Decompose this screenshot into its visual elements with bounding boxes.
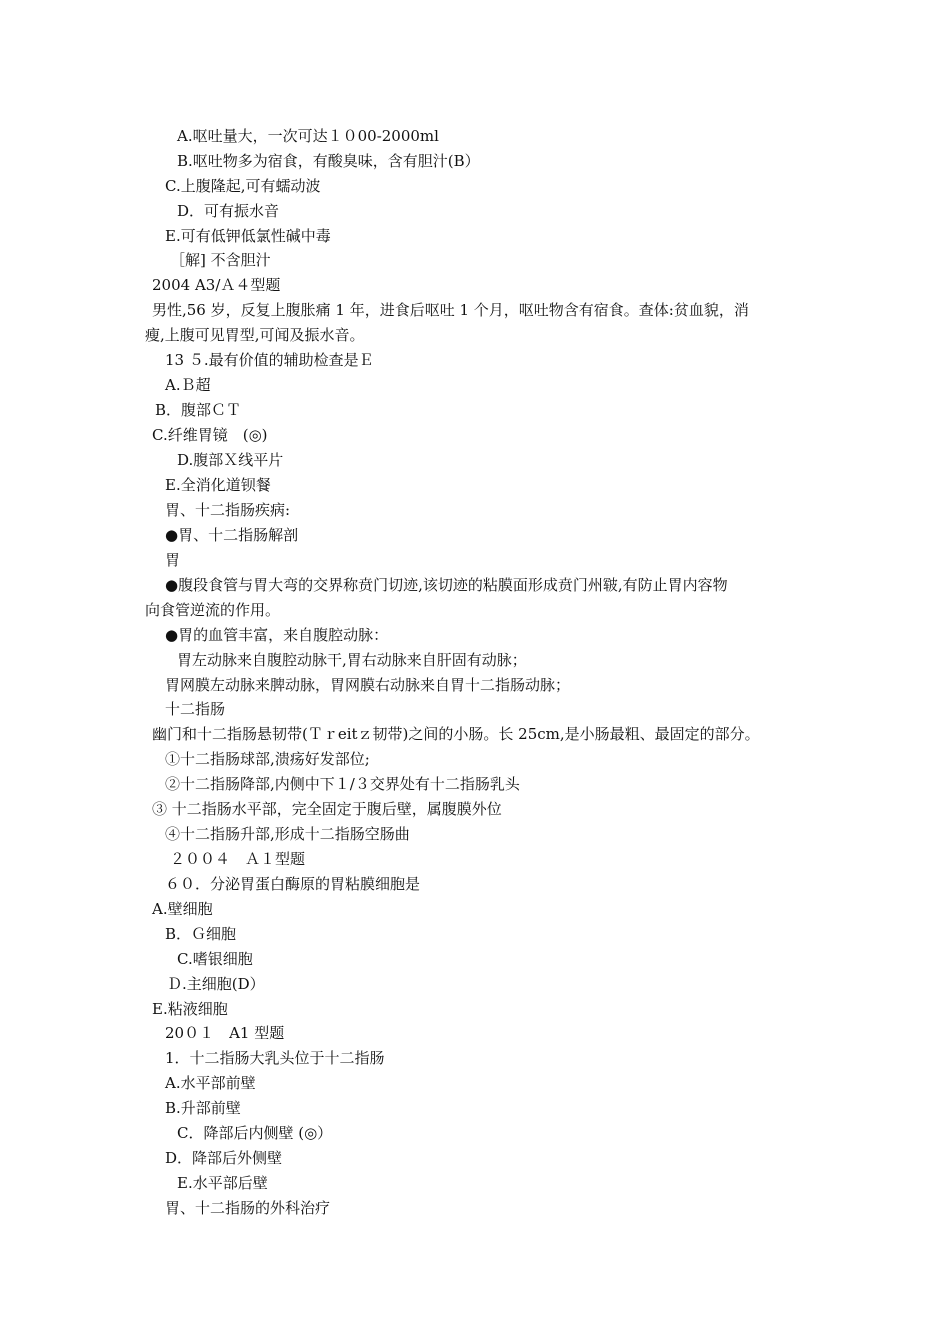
option-c-argentaffin-cell: C.嗜银细胞 (177, 950, 253, 968)
option-c-gastroscope: C.纤维胃镜 (◎) (152, 426, 268, 444)
case-paragraph-line-2: 瘦,上腹可见胃型,可闻及振水音。 (145, 326, 365, 344)
option-b-ascending-anterior: B.升部前壁 (165, 1099, 241, 1117)
question-60: ６０．分泌胃蛋白酶原的胃粘膜细胞是 (165, 875, 421, 893)
option-d-descending-posterolateral: D．降部后外侧壁 (165, 1149, 283, 1167)
duodenum-part-1: ①十二指肠球部,溃疡好发部位; (165, 750, 370, 768)
option-a-parietal-cell: A.壁细胞 (152, 900, 213, 918)
bullet-blood-supply: ●胃的血管丰富，来自腹腔动脉： (165, 626, 389, 644)
option-e-horizontal-posterior: E.水平部后壁 (177, 1174, 268, 1192)
option-b-vomit-content: B.呕吐物多为宿食，有酸臭味，含有胆汁(B） (177, 152, 480, 170)
subheading-stomach: 胃 (165, 551, 181, 569)
bullet-cardiac-notch-line-2: 向食管逆流的作用。 (145, 601, 281, 619)
option-a-ultrasound: A.Ｂ超 (165, 376, 211, 394)
option-b-g-cell: B．Ｇ细胞 (165, 925, 237, 943)
option-e-alkalosis: E.可有低钾低氯性碱中毒 (165, 227, 331, 245)
option-b-ct: B．腹部ＣＴ (155, 401, 242, 419)
gastric-arteries: 胃左动脉来自腹腔动脉干,胃右动脉来自肝固有动脉； (177, 651, 527, 669)
bullet-anatomy: ●胃、十二指肠解剖 (165, 526, 299, 544)
option-d-xray: D.腹部Ｘ线平片 (177, 451, 284, 469)
duodenum-part-4: ④十二指肠升部,形成十二指肠空肠曲 (165, 825, 410, 843)
option-d-splash-sound: D．可有振水音 (177, 202, 280, 220)
section-heading-2001-a1: 20０１ A1 型题 (165, 1024, 285, 1042)
option-a-vomit-volume: A.呕吐量大，一次可达１０00-2000ml (177, 127, 439, 145)
option-e-mucous-cell: E.粘液细胞 (152, 1000, 228, 1018)
explanation-no-bile: ［解] 不含胆汁 (170, 251, 271, 269)
section-heading-2004-a3a4: 2004 A3/Ａ４型题 (152, 276, 281, 294)
option-c-descending-posteromedial: C．降部后内侧壁 (◎） (177, 1124, 333, 1142)
section-heading-surgical-treatment: 胃、十二指肠的外科治疗 (165, 1199, 331, 1217)
gastroepiploic-arteries: 胃网膜左动脉来脾动脉，胃网膜右动脉来自胃十二指肠动脉； (165, 676, 571, 694)
duodenum-part-2: ②十二指肠降部,内侧中下１/３交界处有十二指肠乳头 (165, 775, 520, 793)
duodenum-definition: 幽门和十二指肠悬韧带(Ｔｒeitｚ韧带)之间的小肠。长 25cm,是小肠最粗、最固定的部分。 (152, 725, 760, 743)
option-d-chief-cell: Ｄ.主细胞(D） (167, 975, 265, 993)
option-c-abdominal-bulge: C.上腹隆起,可有蠕动波 (165, 177, 321, 195)
duodenum-part-3: ③ 十二指肠水平部，完全固定于腹后壁，属腹膜外位 (152, 800, 502, 818)
subheading-duodenum: 十二指肠 (165, 700, 226, 718)
option-e-barium-meal: E.全消化道钡餐 (165, 476, 271, 494)
case-paragraph-line-1: 男性,56 岁，反复上腹胀痛 1 年，进食后呕吐 1 个月，呕吐物含有宿食。查体:贫血貌，消 (152, 301, 749, 319)
bullet-cardiac-notch-line-1: ●腹段食管与胃大弯的交界称贲门切迹,该切迹的粘膜面形成贲门州皲,有防止胃内容物 (165, 576, 728, 594)
section-heading-2004-a1: ２００４ Ａ１型题 (170, 850, 306, 868)
question-1: 1．十二指肠大乳头位于十二指肠 (165, 1049, 385, 1067)
section-heading-gastro-diseases: 胃、十二指肠疾病: (165, 501, 291, 519)
option-a-horizontal-anterior: A.水平部前壁 (165, 1074, 256, 1092)
question-135: 13 ５.最有价值的辅助检查是Ｅ (165, 351, 374, 369)
